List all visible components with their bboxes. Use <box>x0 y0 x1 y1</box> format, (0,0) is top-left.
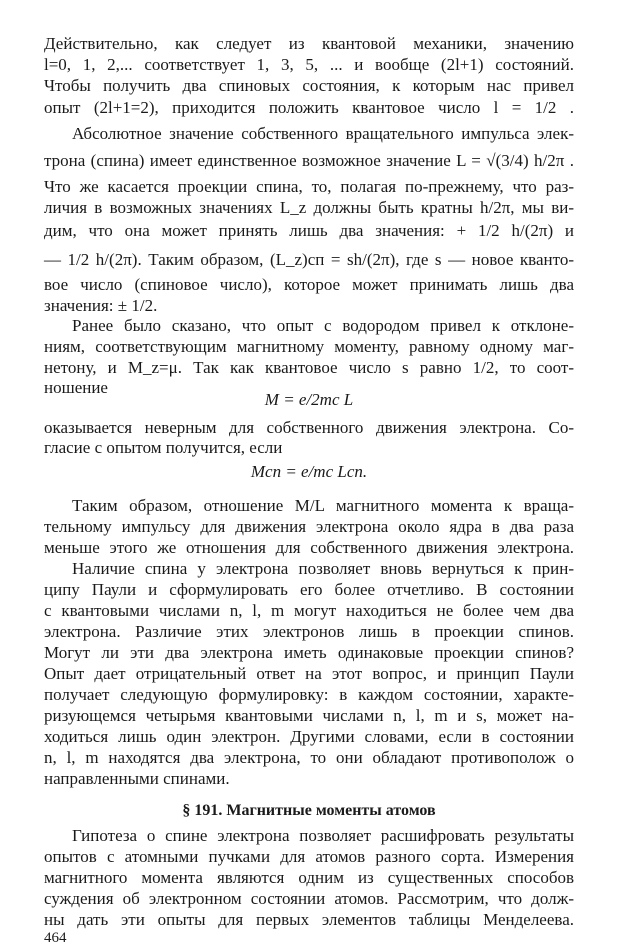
text-line: оказывается неверным для собственного движения электрона. Со- <box>44 418 574 437</box>
text-line: магнитного момента являются одним из существенных способов <box>44 868 574 887</box>
text-line: Абсолютное значение собственного вращательного импульса элек- <box>72 124 574 143</box>
text-line: меньше этого же отношения для собственного движения электрона. <box>44 538 574 557</box>
text-line: вое число (спиновое число), которое может принимать лишь два <box>44 275 574 294</box>
text-line: дим, что она может принять лишь два значения: + 1/2 h/(2π) и <box>44 221 574 240</box>
text-line: гласие с опытом получится, если <box>44 438 283 457</box>
text-line: трона (спина) имеет единственное возможное значение L = √(3/4) h/2π . <box>44 151 574 170</box>
text-line: ниям, соответствующим магнитному моменту, равному одному маг- <box>44 337 574 356</box>
text-line: опытов с атомными пучками для атомов разного сорта. Измерения <box>44 847 574 866</box>
text-line: ходиться лишь один электрон. Другими словами, если в состоянии <box>44 727 574 746</box>
text-line: ношение <box>44 378 108 397</box>
page-number: 464 <box>44 930 67 946</box>
text-line: Чтобы получить два спиновых состояния, к которым нас привел <box>44 76 574 95</box>
formula: M = e/2mc L <box>264 390 354 409</box>
text-line: n, l, m находятся два электрона, то они обладают противополож о <box>44 748 574 767</box>
text-line: Таким образом, отношение M/L магнитного момента к враща- <box>72 496 574 515</box>
text-line: нетону, и M_z=μ. Так как квантовое число s равно 1/2, то соот- <box>44 358 574 377</box>
text-line: значения: ± 1/2. <box>44 296 158 315</box>
formula: Mсп = e/mc Lсп. <box>250 462 368 481</box>
text-line: электрона. Различие этих электронов лишь в проекции спинов. <box>44 622 574 641</box>
text-line: Действительно, как следует из квантовой механики, значению <box>44 34 574 53</box>
text-line: ны дать эти опыты для первых элементов таблицы Менделеева. <box>44 910 574 929</box>
text-line: направленными спинами. <box>44 769 230 788</box>
section-heading: § 191. Магнитные моменты атомов <box>182 802 436 819</box>
text-line: с квантовыми числами n, l, m могут находиться не более чем два <box>44 601 574 620</box>
text-line: ципу Паули и сформулировать его более отчетливо. В состоянии <box>44 580 574 599</box>
text-line: получает следующую формулировку: в каждом состоянии, характе- <box>44 685 574 704</box>
text-line: Что же касается проекции спина, то, полагая по-прежнему, что раз- <box>44 177 574 196</box>
text-line: личия в возможных значениях L_z должны быть кратны h/2π, мы ви- <box>44 198 574 217</box>
text-line: Могут ли эти два электрона иметь одинаковые проекции спинов? <box>44 643 574 662</box>
text-line: опыт (2l+1=2), приходится положить квантовое число l = 1/2 . <box>44 98 574 117</box>
text-line: суждения об электронном состоянии атомов. Рассмотрим, что долж- <box>44 889 574 908</box>
text-line: Ранее было сказано, что опыт с водородом привел к отклоне- <box>72 316 574 335</box>
text-line: — 1/2 h/(2π). Таким образом, (L_z)сп = sh/(2π), где s — новое кванто- <box>44 250 574 269</box>
text-line: l=0, 1, 2,... соответствует 1, 3, 5, ... и вообще (2l+1) состояний. <box>44 55 574 74</box>
text-line: Гипотеза о спине электрона позволяет расшифровать результаты <box>72 826 574 845</box>
text-line: Наличие спина у электрона позволяет вновь вернуться к прин- <box>72 559 574 578</box>
text-line: тельному импульсу для движения электрона около ядра в два раза <box>44 517 574 536</box>
text-line: Опыт дает отрицательный ответ на этот вопрос, и принцип Паули <box>44 664 574 683</box>
text-line: ризующемся четырьмя квантовыми числами n, l, m и s, может на- <box>44 706 574 725</box>
